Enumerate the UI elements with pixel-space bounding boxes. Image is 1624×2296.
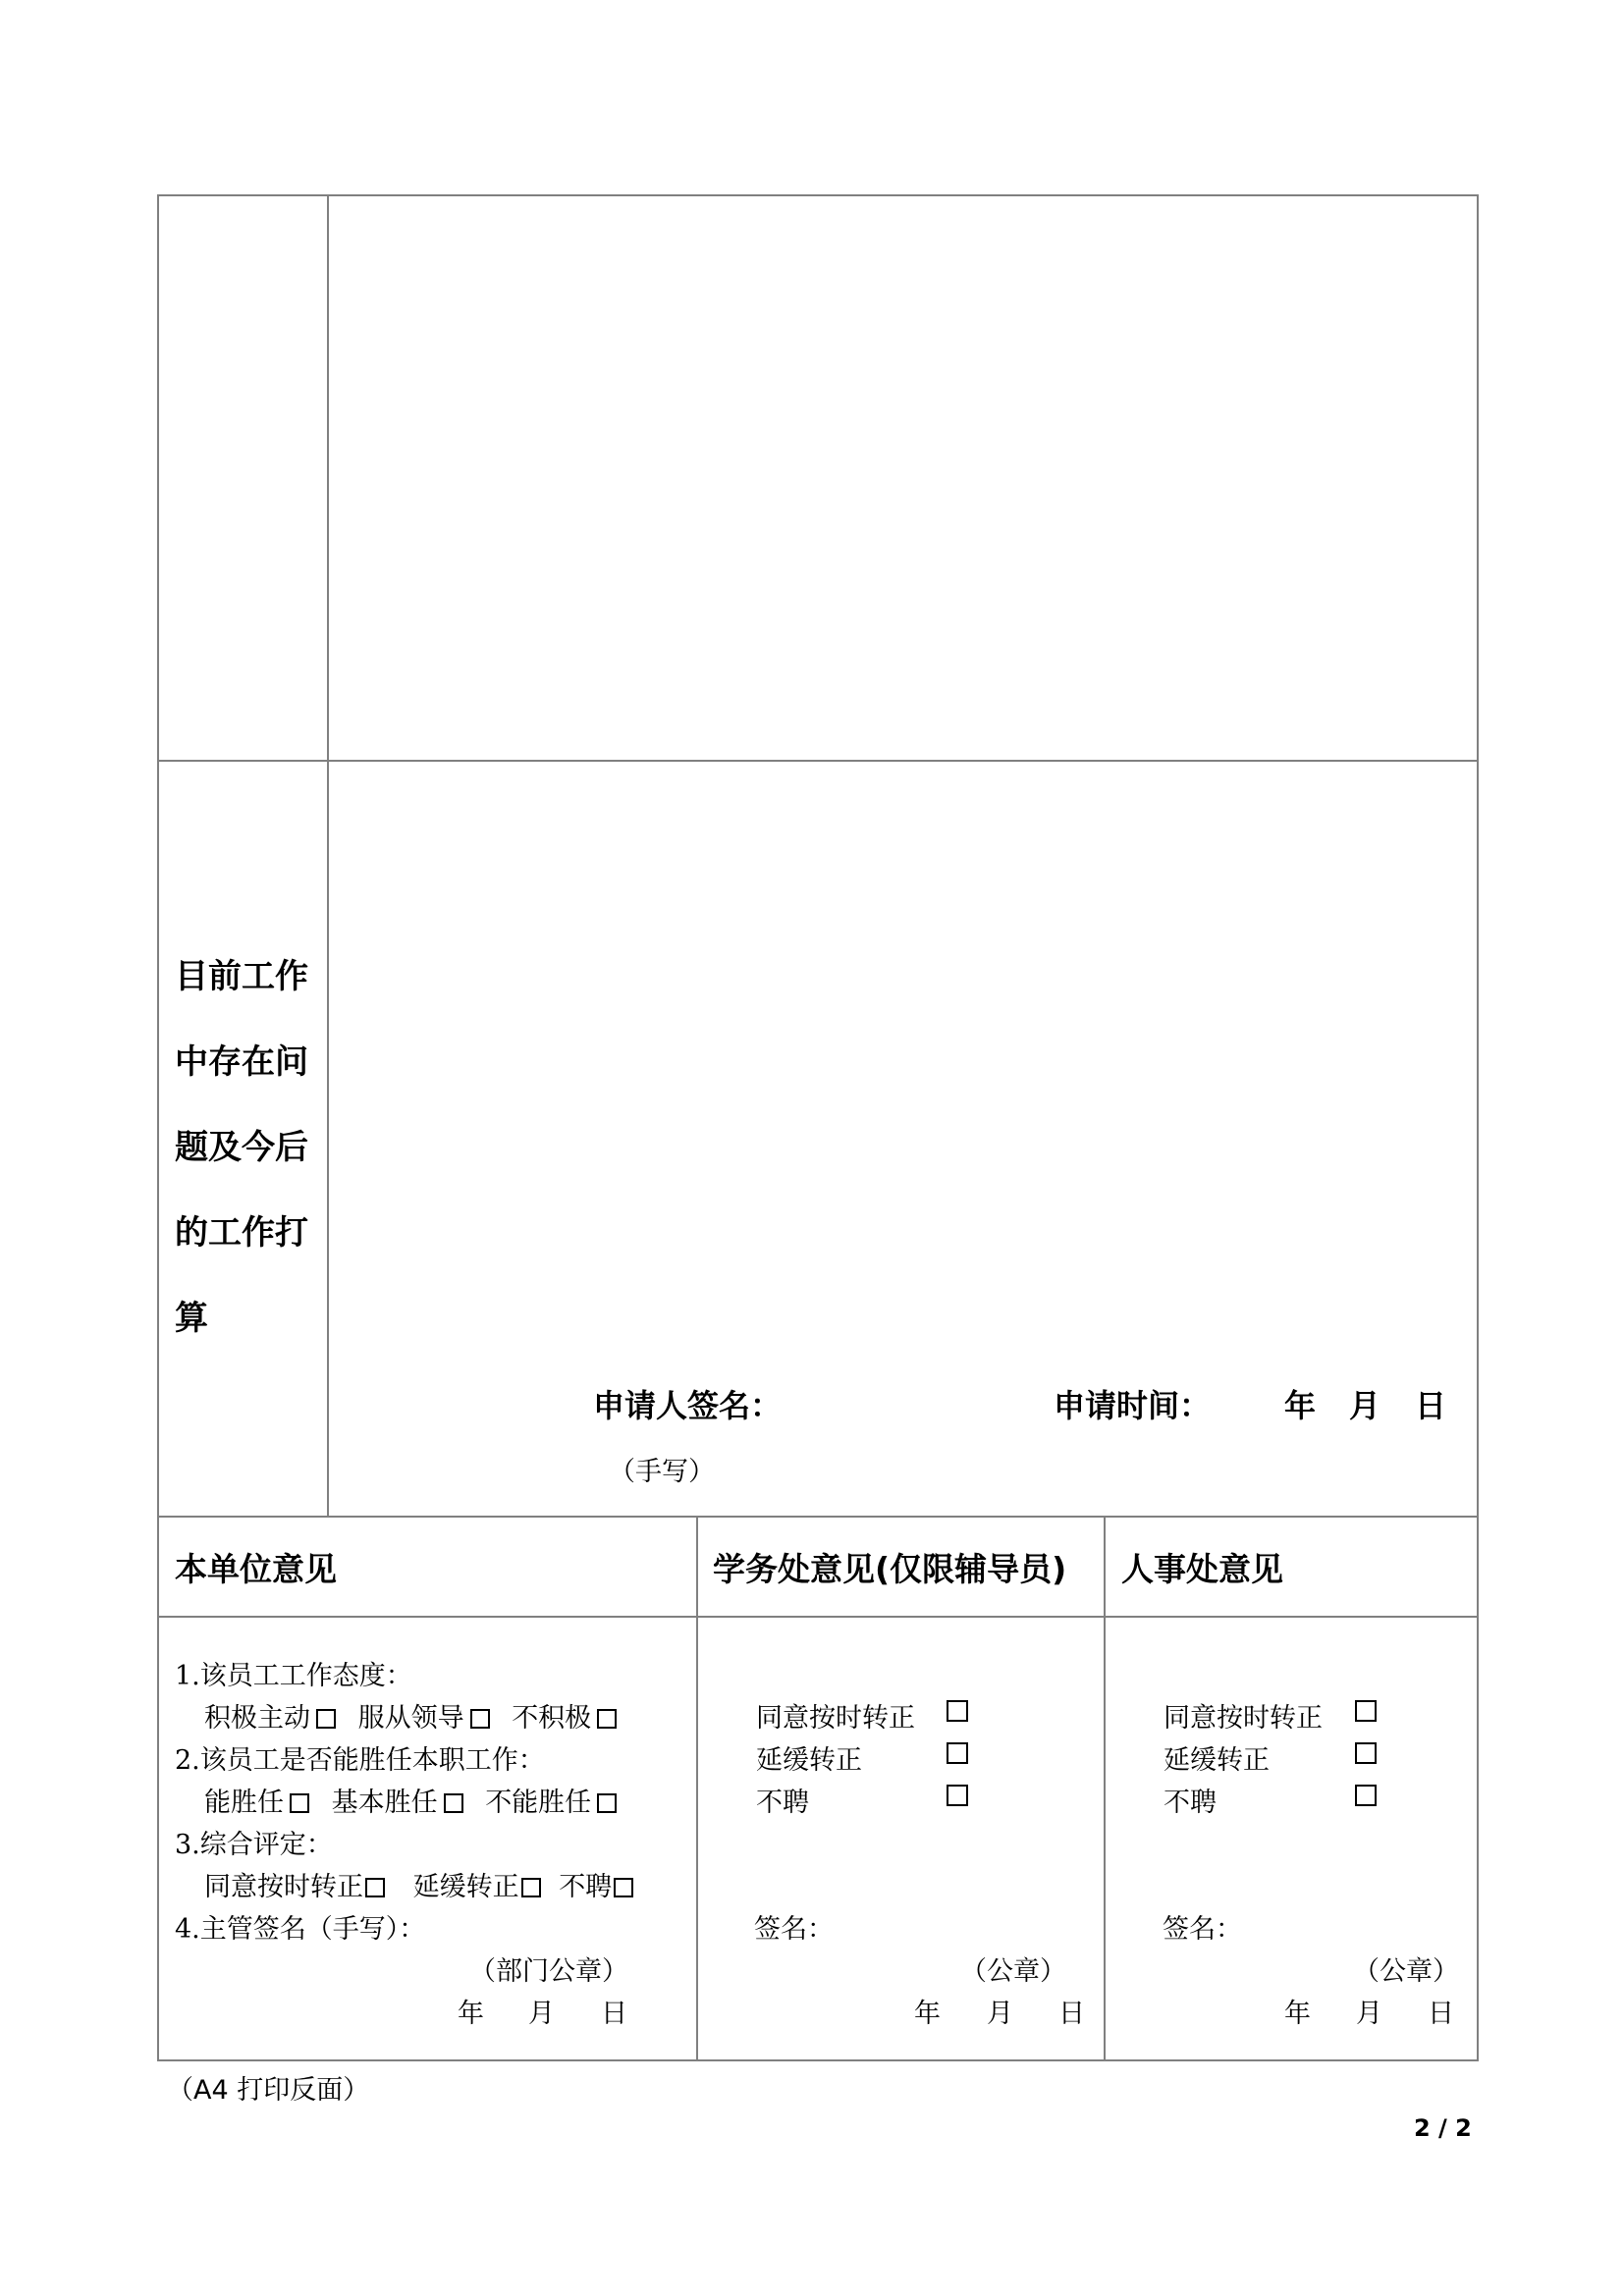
previous-section-writing-area[interactable] [330, 197, 1475, 759]
sa-checkbox-not-hire[interactable] [947, 1785, 968, 1806]
option-not-hire: 不聘 [559, 1872, 613, 1902]
option-obey-leadership: 服从领导 [357, 1703, 464, 1734]
unit-q2-competence: 2.该员工是否能胜任本职工作： [175, 1745, 545, 1776]
opinion-column-divider-1 [696, 1516, 698, 2061]
applicant-signature-label: 申请人签名： [593, 1387, 783, 1424]
option-not-competent: 不能胜任 [485, 1788, 592, 1818]
hr-option-approve-on-time: 同意按时转正 [1164, 1703, 1323, 1734]
unit-q4-supervisor-signature: 4.主管签名（手写）： [175, 1914, 426, 1945]
hr-date-year: 年 [1284, 1999, 1311, 2029]
sa-date-year: 年 [914, 1999, 941, 2029]
option-basically-competent: 基本胜任 [331, 1788, 438, 1818]
application-date-day: 日 [1415, 1387, 1447, 1424]
handwrite-note: （手写） [609, 1457, 715, 1487]
checkbox-basically-competent[interactable] [444, 1793, 463, 1813]
plan-writing-area[interactable] [330, 763, 1475, 1371]
hr-date-month: 月 [1356, 1999, 1382, 2029]
table-top-border [157, 194, 1479, 196]
sa-option-postpone: 延缓转正 [756, 1745, 862, 1776]
unit-q1-work-attitude: 1.该员工工作态度： [175, 1661, 412, 1691]
hr-date-day: 日 [1428, 1999, 1454, 2029]
unit-q3-options [204, 1865, 633, 1903]
side-label-line: 目前工作 [175, 957, 308, 996]
sa-option-approve-on-time: 同意按时转正 [756, 1703, 915, 1734]
checkbox-proactive[interactable] [316, 1709, 336, 1729]
hr-checkbox-not-hire[interactable] [1355, 1785, 1377, 1806]
hr-option-postpone: 延缓转正 [1164, 1745, 1270, 1776]
sa-option-not-hire: 不聘 [756, 1788, 809, 1818]
hr-signature-label: 签名： [1163, 1914, 1242, 1945]
option-not-proactive: 不积极 [512, 1703, 592, 1734]
sa-seal: （公章） [960, 1956, 1066, 1987]
hr-checkbox-postpone[interactable] [1355, 1742, 1377, 1764]
sa-date-month: 月 [987, 1999, 1013, 2029]
hr-seal: （公章） [1353, 1956, 1459, 1987]
opinion-column-divider-2 [1104, 1516, 1106, 2061]
unit-department-seal: （部门公章） [469, 1956, 628, 1987]
unit-q1-options [204, 1696, 617, 1735]
sa-checkbox-approve-on-time[interactable] [947, 1700, 968, 1722]
sa-checkbox-postpone[interactable] [947, 1742, 968, 1764]
page-number: 2 / 2 [1414, 2114, 1472, 2142]
unit-q2-options [204, 1781, 617, 1819]
unit-date-month: 月 [528, 1999, 555, 2029]
header-unit-opinion: 本单位意见 [175, 1550, 337, 1588]
row-divider-1 [157, 760, 1479, 762]
side-label-line: 的工作打 [175, 1213, 308, 1253]
application-date-month: 月 [1349, 1387, 1381, 1424]
application-time-label: 申请时间： [1054, 1387, 1212, 1424]
side-label-work-problems-and-plans [175, 934, 312, 1362]
sa-date-day: 日 [1058, 1999, 1085, 2029]
table-bottom-border [157, 2059, 1479, 2061]
header-hr-opinion: 人事处意见 [1121, 1550, 1283, 1588]
unit-date-day: 日 [601, 1999, 627, 2029]
sa-signature-label: 签名： [754, 1914, 834, 1945]
option-proactive: 积极主动 [204, 1703, 310, 1734]
side-label-line: 算 [175, 1299, 208, 1338]
unit-q3-overall-rating: 3.综合评定： [175, 1830, 333, 1860]
checkbox-not-competent[interactable] [597, 1793, 617, 1813]
row-divider-3 [157, 1616, 1479, 1618]
checkbox-approve-on-time[interactable] [365, 1878, 385, 1897]
print-note: （A4 打印反面） [167, 2075, 370, 2106]
row-divider-2 [157, 1516, 1479, 1518]
checkbox-obey-leadership[interactable] [470, 1709, 490, 1729]
label-column-divider [327, 194, 329, 1518]
application-date-year: 年 [1284, 1387, 1317, 1424]
hr-checkbox-approve-on-time[interactable] [1355, 1700, 1377, 1722]
header-student-affairs-opinion: 学务处意见(仅限辅导员) [713, 1550, 1067, 1588]
side-label-line: 题及今后 [175, 1128, 308, 1167]
checkbox-not-proactive[interactable] [597, 1709, 617, 1729]
applicant-signature-field[interactable] [785, 1374, 1021, 1423]
option-approve-on-time: 同意按时转正 [204, 1872, 363, 1902]
table-left-border [157, 194, 159, 2061]
checkbox-not-hire[interactable] [614, 1878, 633, 1897]
unit-date-year: 年 [458, 1999, 484, 2029]
table-right-border [1477, 194, 1479, 2061]
checkbox-postpone[interactable] [521, 1878, 541, 1897]
option-postpone: 延缓转正 [412, 1872, 519, 1902]
checkbox-competent[interactable] [290, 1793, 309, 1813]
side-label-line: 中存在问 [175, 1042, 308, 1082]
hr-option-not-hire: 不聘 [1164, 1788, 1217, 1818]
option-competent: 能胜任 [204, 1788, 284, 1818]
